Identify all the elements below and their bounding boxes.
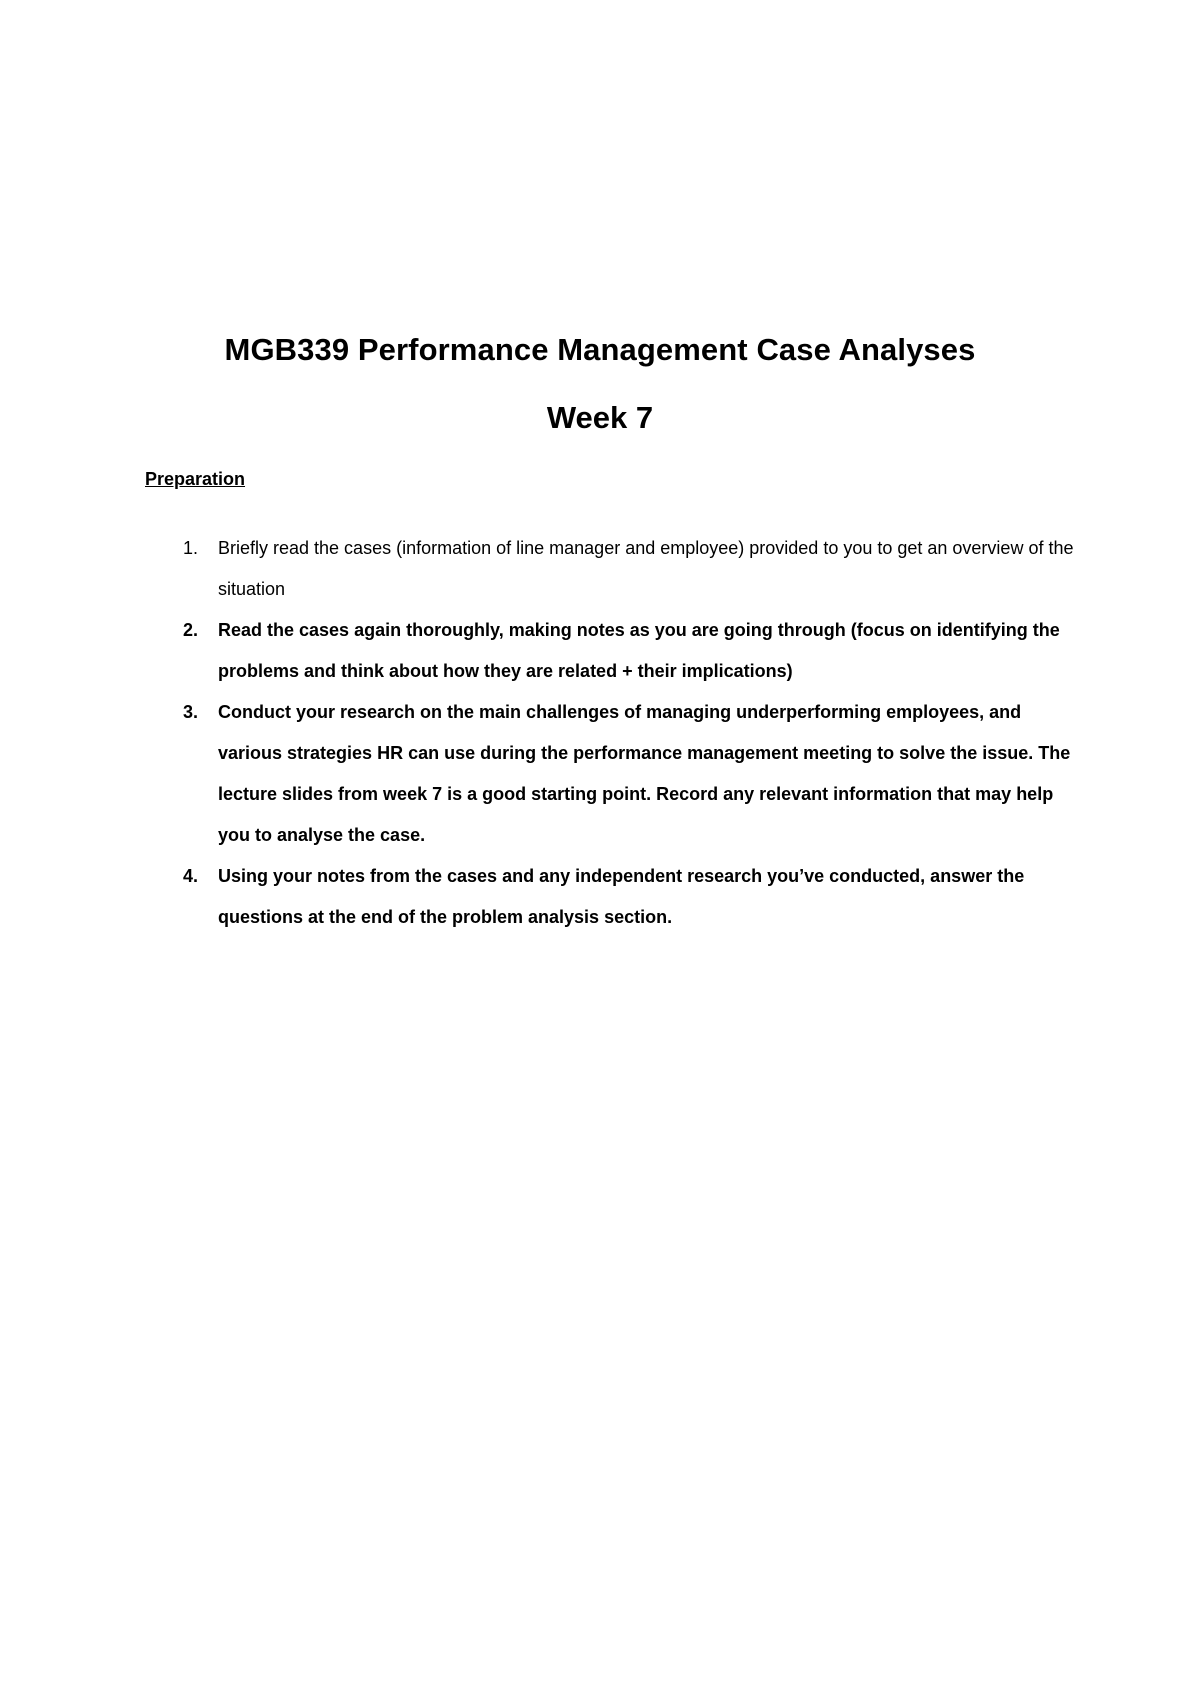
document-title: MGB339 Performance Management Case Analyses <box>224 332 976 367</box>
list-item-number: 2. <box>183 620 199 640</box>
list-item-number: 3. <box>183 702 199 722</box>
list-item <box>145 528 1075 610</box>
list-item-text: Using your notes from the cases and any independent research you’ve conducted, answer the questions at the end of the problem analysis section. <box>218 866 1025 927</box>
list-item <box>145 610 1075 692</box>
list-item-text: Read the cases again thoroughly, making notes as you are going through (focus on identifying the problems and think about how they are related + their implications) <box>218 620 1060 681</box>
list-item-text: Conduct your research on the main challenges of managing underperforming employees, and various strategies HR can use during the performance management meeting to solve the issue. The lecture slides from week 7 is a good starting point. Record any relevant information that may help you to analyse the case. <box>218 702 1071 845</box>
list-item <box>145 856 1075 938</box>
document-subtitle: Week 7 <box>546 400 654 435</box>
list-item-number: 1. <box>183 538 199 558</box>
preparation-steps-list <box>145 528 1075 938</box>
list-item-text: Briefly read the cases (information of line manager and employee) provided to you to get an overview of the situation <box>218 538 1074 599</box>
list-item-number: 4. <box>183 866 199 886</box>
list-item <box>145 692 1075 856</box>
preparation-heading: Preparation <box>145 469 246 489</box>
